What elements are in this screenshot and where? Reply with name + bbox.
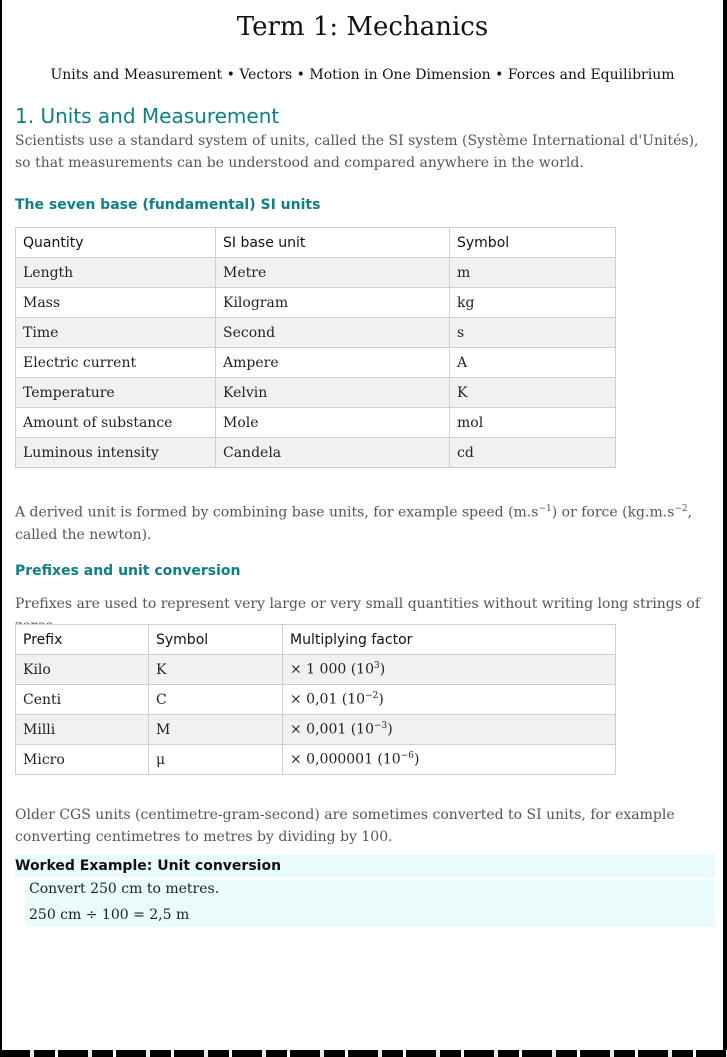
table-row — [16, 318, 616, 348]
factor-exponent: −3 — [374, 721, 388, 732]
table-cell — [283, 715, 616, 745]
document-page — [2, 0, 723, 1050]
table-cell: Kelvin — [216, 378, 450, 408]
table-cell: Length — [16, 258, 216, 288]
table-cell: Micro — [16, 745, 149, 775]
table-cell: Amount of substance — [16, 408, 216, 438]
table-cell: Centi — [16, 685, 149, 715]
table-cell: A — [450, 348, 616, 378]
table-row — [16, 438, 616, 468]
table-cell: Second — [216, 318, 450, 348]
table-cell: Electric current — [16, 348, 216, 378]
table-row — [16, 408, 616, 438]
bottom-border — [0, 1050, 727, 1057]
column-header: SI base unit — [216, 228, 450, 258]
table-cell: Mole — [216, 408, 450, 438]
factor-exponent: 3 — [374, 661, 380, 672]
derived-text: ) or force (kg.m.s — [551, 504, 675, 521]
table-cell: Milli — [16, 715, 149, 745]
table-cell: m — [450, 258, 616, 288]
table-header-row — [16, 625, 616, 655]
table-row — [16, 745, 616, 775]
factor-close: ) — [414, 751, 420, 768]
table-cell: Time — [16, 318, 216, 348]
column-header: Quantity — [16, 228, 216, 258]
factor-exponent: −2 — [365, 691, 379, 702]
table-cell — [283, 655, 616, 685]
column-header: Prefix — [16, 625, 149, 655]
table-row — [16, 288, 616, 318]
table-row — [16, 685, 616, 715]
factor-close: ) — [379, 661, 386, 678]
cgs-note: Older CGS units (centimetre-gram-second) are sometimes converted to SI units, for example converting centimetres to metres by dividing by 100. — [15, 807, 675, 845]
table-cell: Ampere — [216, 348, 450, 378]
factor-text: × 0,01 (10 — [290, 691, 366, 708]
factor-exponent: −6 — [400, 751, 414, 762]
table-cell: Luminous intensity — [16, 438, 216, 468]
table-cell: Metre — [216, 258, 450, 288]
worked-example-line: Convert 250 cm to metres. — [29, 881, 220, 897]
worked-example-line: 250 cm ÷ 100 = 2,5 m — [29, 907, 190, 923]
worked-example-heading: Worked Example: Unit conversion — [15, 854, 715, 878]
table-cell: K — [450, 378, 616, 408]
table-row — [16, 258, 616, 288]
factor-text: × 0,000001 (10 — [290, 751, 401, 768]
column-header: Symbol — [149, 625, 283, 655]
table-row — [16, 715, 616, 745]
derived-text: A derived unit is formed by combining base units, for example speed (m.s — [15, 504, 539, 521]
table-cell: s — [450, 318, 616, 348]
table-cell: Kilo — [16, 655, 149, 685]
table-header-row — [16, 228, 616, 258]
section-heading: 1. Units and Measurement — [15, 104, 280, 128]
worked-example-body — [25, 880, 715, 927]
table-cell: Mass — [16, 288, 216, 318]
prefixes-heading: Prefixes and unit conversion — [15, 563, 241, 579]
table-row — [16, 348, 616, 378]
derived-exponent: −2 — [674, 504, 688, 514]
column-header: Multiplying factor — [283, 625, 616, 655]
factor-text: × 0,001 (10 — [290, 721, 374, 738]
table-cell: cd — [450, 438, 616, 468]
table-cell: mol — [450, 408, 616, 438]
table-cell — [283, 745, 616, 775]
factor-close: ) — [387, 721, 393, 738]
table-cell: M — [149, 715, 283, 745]
page-title: Term 1: Mechanics — [236, 12, 489, 42]
prefixes-intro: Prefixes are used to represent very large or very small quantities without writing long strings of — [15, 596, 701, 612]
factor-close: ) — [378, 691, 384, 708]
derived-text: , called the newton). — [15, 504, 693, 543]
table-row — [16, 378, 616, 408]
page-subtitle: Units and Measurement • Vectors • Motion in One Dimension • Forces and Equilibrium — [50, 67, 675, 83]
table-cell: μ — [149, 745, 283, 775]
column-header: Symbol — [450, 228, 616, 258]
table-cell: kg — [450, 288, 616, 318]
derived-exponent: −1 — [538, 504, 552, 514]
table-cell — [283, 685, 616, 715]
table-row — [16, 655, 616, 685]
table-cell: C — [149, 685, 283, 715]
prefixes-table — [15, 624, 616, 775]
factor-text: × 1 000 (10 — [290, 661, 374, 678]
table-cell: Candela — [216, 438, 450, 468]
section-intro: Scientists use a standard system of units, called the SI system (Système International d'Unités), so that measurements can be understood and compared anywhere in the world. — [15, 133, 699, 171]
table-cell: Kilogram — [216, 288, 450, 318]
derived-unit-paragraph — [15, 498, 715, 546]
base-units-table — [15, 227, 616, 468]
table-cell: K — [149, 655, 283, 685]
base-units-heading: The seven base (fundamental) SI units — [15, 197, 321, 213]
table-cell: Temperature — [16, 378, 216, 408]
